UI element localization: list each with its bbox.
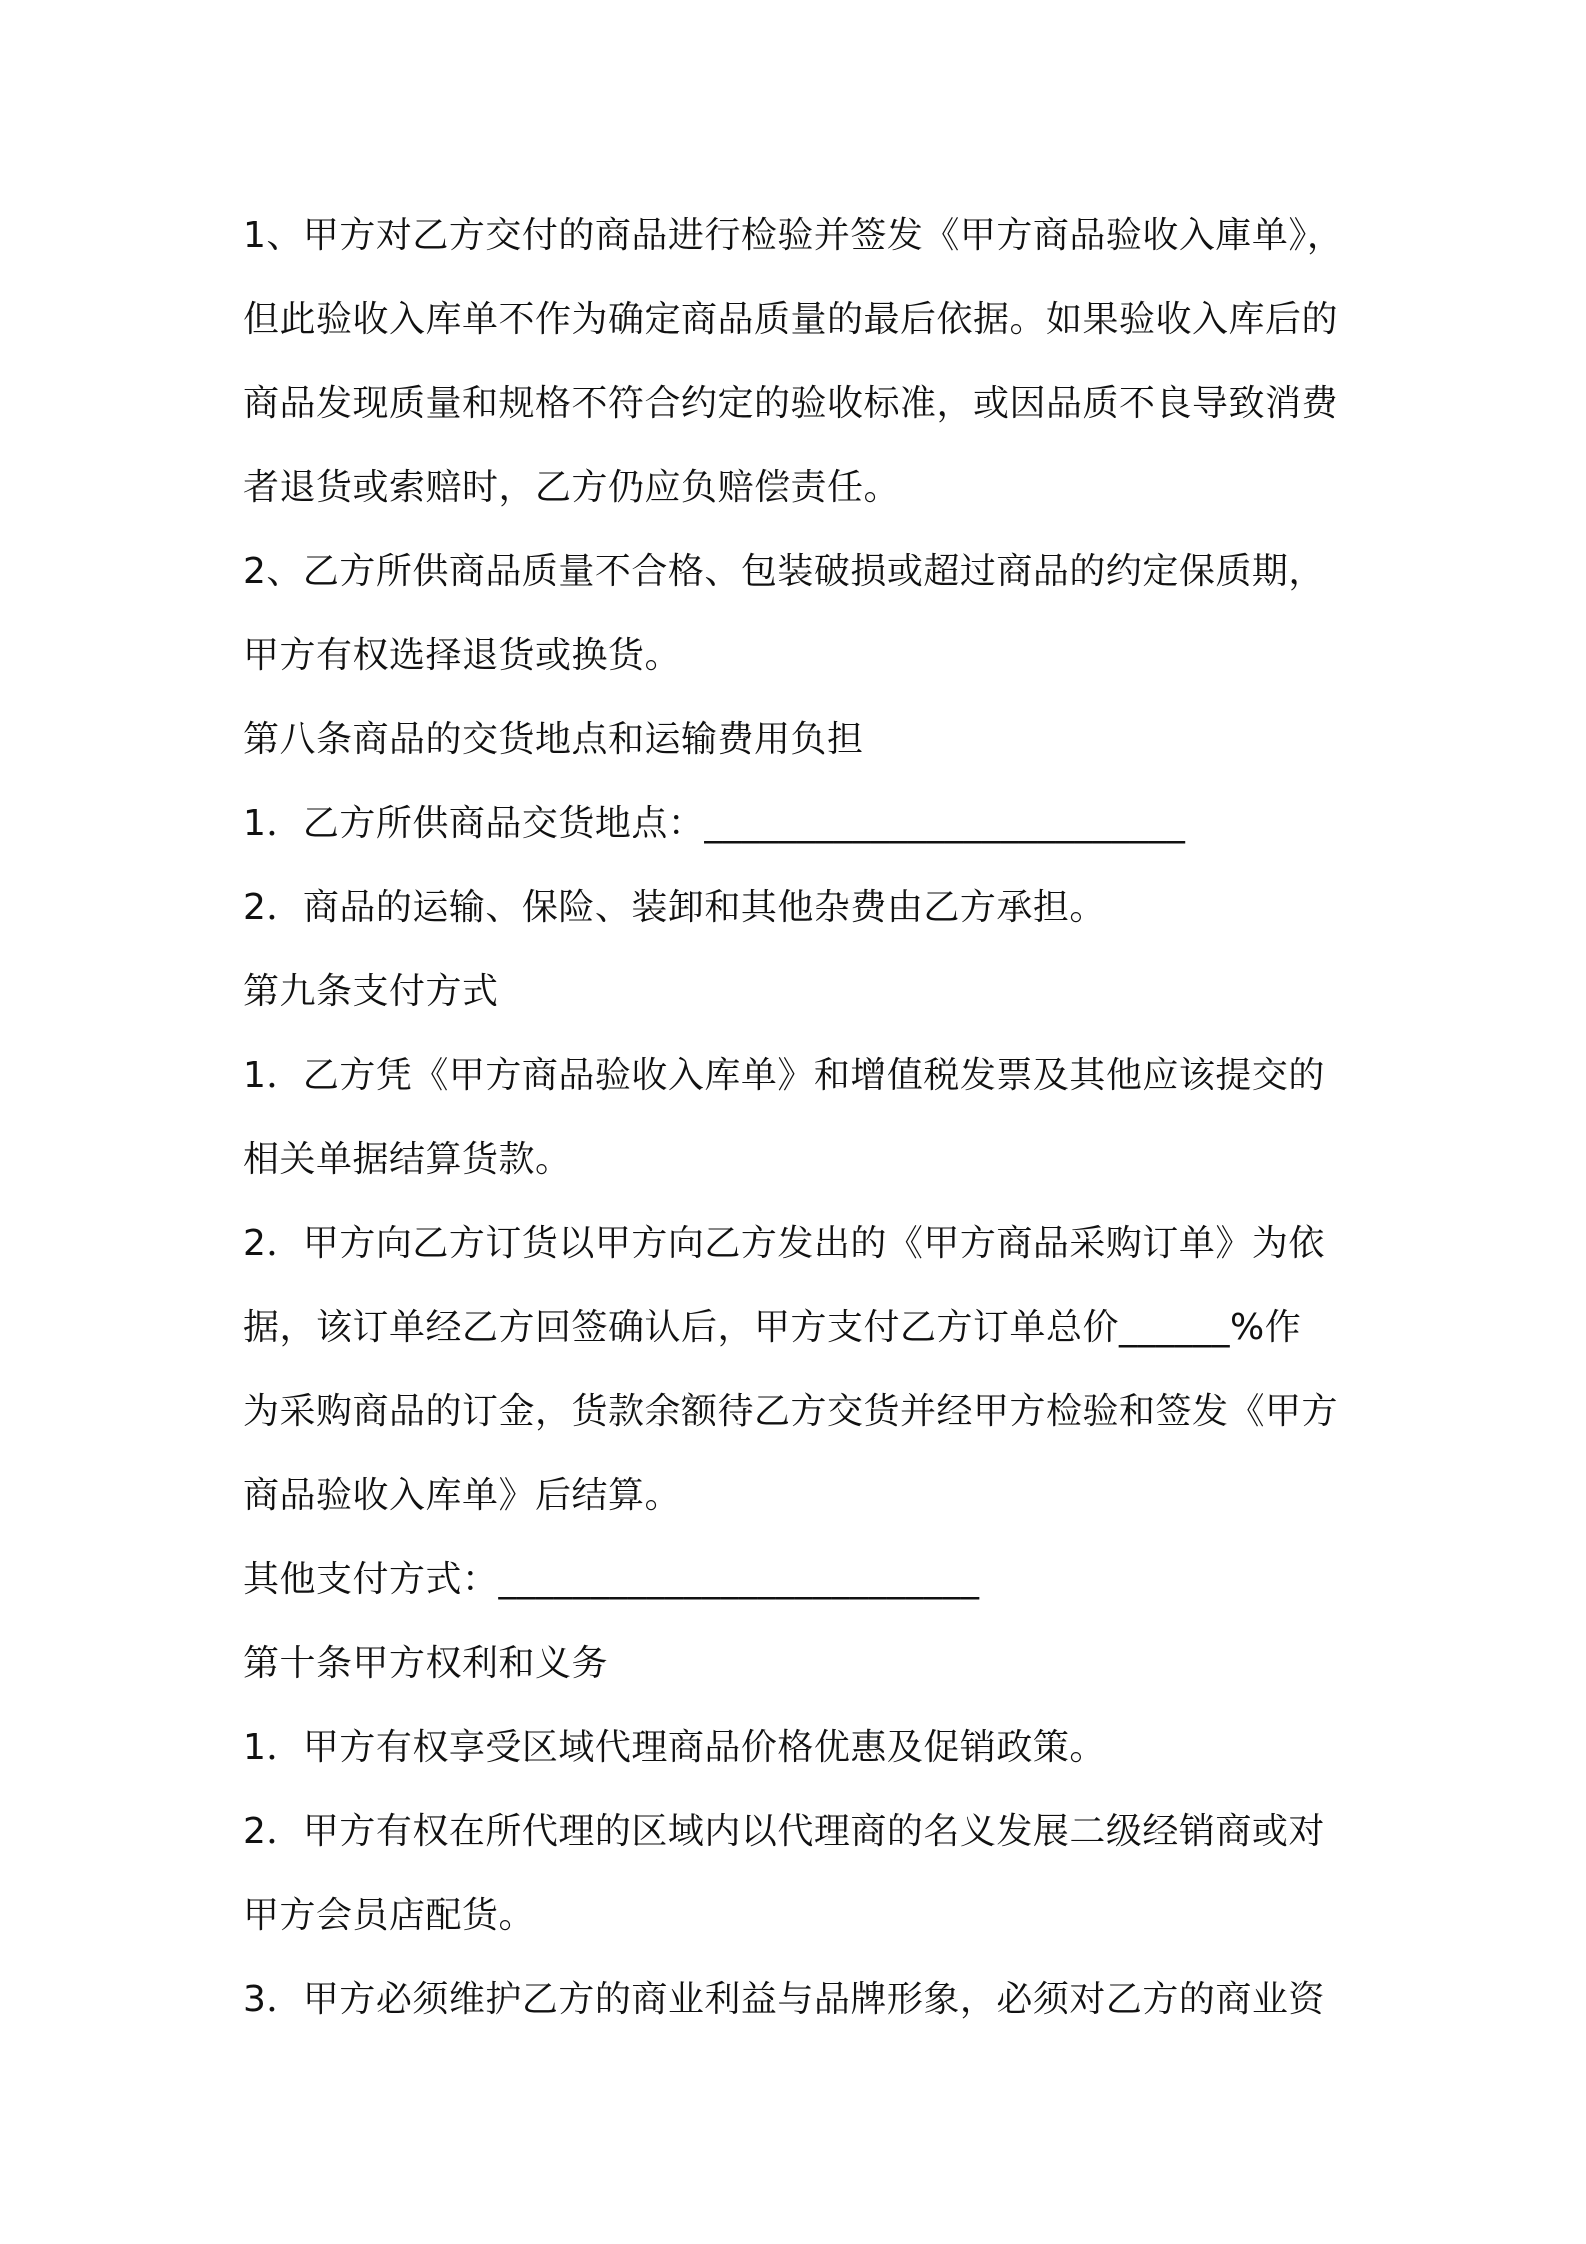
text-line: 据，该订单经乙方回签确认后，甲方支付乙方订单总价______%作 [243,1307,1302,1348]
text-line: 为采购商品的订金，货款余额待乙方交货并经甲方检验和签发《甲方 [243,1391,1339,1432]
text-line: 3．甲方必须维护乙方的商业利益与品牌形象，必须对乙方的商业资 [243,1979,1325,2020]
text-line: 1、甲方对乙方交付的商品进行检验并签发《甲方商品验收入庫单》， [243,215,1344,256]
text-line: 商品发现质量和规格不符合约定的验收标准，或因品质不良导致消费 [243,383,1339,424]
text-line: 2、乙方所供商品质量不合格、包装破损或超过商品的约定保质期， [243,551,1325,592]
document-body [243,194,1363,2042]
section-heading: 第八条商品的交货地点和运输费用负担 [243,719,864,760]
text-line: 2．甲方向乙方订货以甲方向乙方发出的《甲方商品采购订单》为依 [243,1223,1325,1264]
text-line: 1．甲方有权享受区域代理商品价格优惠及促销政策。 [243,1727,1106,1768]
text-line: 但此验收入库单不作为确定商品质量的最后依据。如果验收入库后的 [243,299,1339,340]
section-heading: 第十条甲方权利和义务 [243,1643,609,1684]
text-line: 甲方有权选择退货或换货。 [243,635,682,676]
section-heading: 第九条支付方式 [243,971,499,1012]
text-line: 其他支付方式：__________________________ [243,1559,980,1600]
text-line: 1．乙方凭《甲方商品验收入库单》和增值税发票及其他应该提交的 [243,1055,1325,1096]
text-line: 者退货或索赔时，乙方仍应负赔偿责任。 [243,467,901,508]
text-line: 2．甲方有权在所代理的区域内以代理商的名义发展二级经销商或对 [243,1811,1325,1852]
text-line: 相关单据结算货款。 [243,1139,572,1180]
text-line: 2．商品的运输、保险、装卸和其他杂费由乙方承担。 [243,887,1106,928]
text-line: 商品验收入库单》后结算。 [243,1475,682,1516]
text-line: 甲方会员店配货。 [243,1895,536,1936]
text-line: 1．乙方所供商品交货地点：__________________________ [243,803,1186,844]
